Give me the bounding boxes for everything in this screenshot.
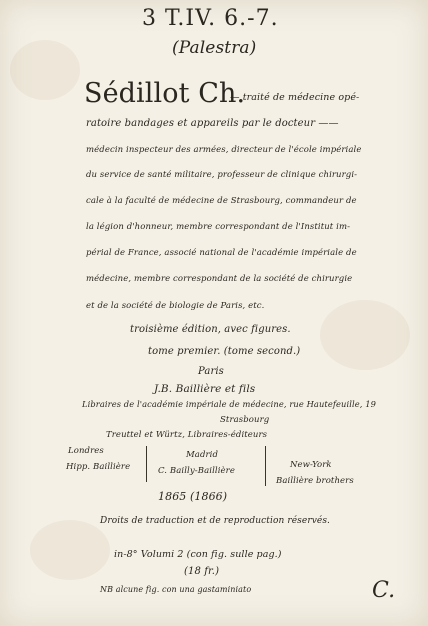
footnote: NB alcune fig. con una gastaminiato [100,585,252,594]
imprint-city: Paris [198,366,224,377]
title-line-4: du service de santé militaire, professeur de clinique chirurgi- [86,170,358,180]
title-line-9: et de la société de biologie de Paris, etc. [86,301,265,311]
title-line-7: périal de France, associé national de l'académie impériale de [86,248,357,258]
volumes-statement: tome premier. (tome second.) [148,346,301,357]
imprint-strasbourg-publisher: Treuttel et Würtz, Libraires-éditeurs [106,430,268,440]
format-statement: in-8° Volumi 2 (con fig. sulle pag.) [114,549,282,560]
ny-city: New-York [290,460,332,470]
title-line-3: médecin inspecteur des armées, directeur de l'école impériale [86,145,362,155]
london-city: Londres [68,446,104,456]
madrid-city: Madrid [186,450,219,460]
title-line-2: ratoire bandages et appareils par le docteur —— [86,118,339,129]
edition-statement: troisième édition, avec figures. [130,324,291,335]
title-line-5: cale à la faculté de médecine de Strasbourg, commandeur de [86,196,357,206]
shelfmark: 3 T.IV. 6.-7. [142,6,279,31]
imprint-address: Libraires de l'académie impériale de médecine, rue Hautefeuille, 19 [82,399,376,409]
price-statement: (18 fr.) [184,566,220,577]
london-publisher: Hipp. Baillière [66,462,131,472]
imprint-years: 1865 (1866) [158,490,228,503]
author-name: Sédillot Ch. [84,78,246,109]
madrid-publisher: C. Bailly-Baillière [158,466,235,476]
imprint-publisher: J.B. Baillière et fils [154,383,256,395]
title-line-8: médecine, membre correspondant de la société de chirurgie [86,274,353,284]
title-line-6: la légion d'honneur, membre correspondant de l'Institut im- [86,222,351,232]
title-line-1: — traité de médecine opé- [230,92,360,103]
collection-note: (Palestra) [172,38,257,58]
corner-mark: C. [372,578,396,603]
imprint-strasbourg: Strasbourg [220,415,270,425]
divider-madrid-ny [265,446,266,486]
divider-london-madrid [146,446,147,482]
ny-publisher: Baillière brothers [276,476,354,486]
rights-statement: Droits de traduction et de reproduction réservés. [100,516,331,526]
